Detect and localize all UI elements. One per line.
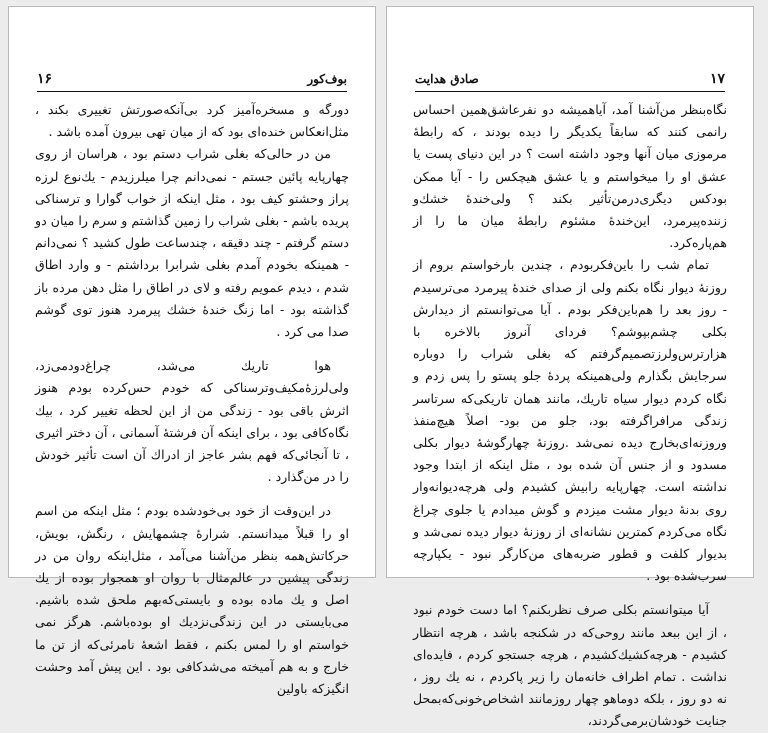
page-number: ۱۷ [709, 71, 725, 87]
paragraph: هوا تاریك می‌شد، چراغ‌دودمی‌زد، ولی‌لرزهٔ‌مکیف‌وترسناکی که خودم حس‌کرده بودم هنوز اثرش باقی بود - زندگی من از این لحظه تغییر کرد ، بیك نگاه‌کافی بود ، برای اینکه آن فرشتهٔ آسمانی ، آن دختر اثیری ، تا آنجائی‌که فهم بشر عاجز از ادراك آن است تأثیر خودش را در من‌گذارد . [35, 358, 349, 485]
paragraph: تمام شب را باین‌فکربودم ، چندین بارخواستم بروم از روزنهٔ دیوار نگاه بکنم ولی از صدای خندهٔ پیرمرد می‌ترسیدم - روز بعد را هم‌باین‌فکر بودم . آیا می‌توانستم از دیدارش بکلی چشم‌بپوشم؟ فردای آنروز بالاخره با هزارترس‌ولرزتصمیم‌گرفتم که بغلی شراب را دوباره سرجایش بگذارم ولی‌همینکه پردهٔ جلو پستو را پس زدم و نگاه کردم دیوار سیاه تاریك، مانند همان تاریکی‌که سرتاسر زندگی مرافراگرفته بود، جلو من بود- اصلاً هیچ‌منفذ وروزنه‌ای‌بخارج دیده نمی‌شد .روزنهٔ چهارگوشهٔ دیوار بکلی مسدود و از جنس آن شده بود ، مثل اینکه از ابتدا وجود نداشته است. چهارپایه رابیش کشیدم ولی هرچه‌دیوانه‌وار روی بدنهٔ دیوار مشت میزدم و گوش میدادم یا جلوی چراغ نگاه می‌کردم کمترین نشانه‌ای از روزنهٔ دیوار دیده نمی‌شد و بدیوار کلفت و قطور ضربه‌های من‌کارگر نبود - یکپارچه سرب‌شده بود . [413, 257, 727, 584]
paragraph: من در حالی‌که بغلی شراب دستم بود ، هراسان از روی چهار‌پایه پائین جستم - نمی‌دانم چرا میلرزیدم - یك‌نوع لرزه پراز وحشتو کیف بود ، مثل اینکه از خواب گوارا و ترسناکی پریده باشم - بغلی شراب را زمین گذاشتم و سرم را میان دو دستم گرفتم - چند دقیقه ، چندساعت طول کشید ؟ نمی‌دانم - همینکه بخودم آمدم بغلی شرابرا برداشتم - و وارد اطاق شدم ، دیدم عمویم رفته و لای در اطاق را مثل دهن مرده باز گذاشته بود - اما زنگ خندهٔ خشك پیرمرد هنوز توی گوشم صدا می کرد . [35, 146, 349, 340]
page-text [413, 99, 727, 733]
paragraph: دورگه و مسخره‌آمیز کرد بی‌آنکه‌صورتش تغییری بکند ، مثل‌انعکاس خنده‌ای بود که از میان تهی بیرون آمده باشد . [35, 102, 349, 140]
left-page [8, 6, 376, 697]
paragraph: آیا میتوانستم بکلی صرف نظربکنم؟ اما دست خودم نبود ، از این ببعد مانند روحی‌که در شکنجه باشد ، هرچه انتظار کشیدم - هرچه‌کشیك‌کشیدم ، هرچه جستجو کردم ، فایده‌ای نداشت . تمام اطراف خانه‌مان را زیر پاکردم ، نه یك روز ، نه دو روز ، بلکه دوماهو چهار روزمانند اشخاص‌خونی‌که‌بمحل جنایت خودشان‌برمی‌گردند، [413, 602, 727, 729]
paragraph: در این‌وقت از خود بی‌خودشده بودم ؛ مثل اینکه من اسم او را قبلاً میدانستم. شرارهٔ چشمهایش ، رنگش، بویش، حرکاتش‌همه بنظر من‌آشنا می‌آمد ، مثل‌اینکه روان من در زندگی پیشین در عالم‌مثال با روان او همجوار بوده از یك اصل و یك ماده بوده و بایستی‌که‌بهم ملحق شده باشیم. می‌بایستی در این زندگی‌نزدیك او بوده‌باشم. هرگز نمی خواستم او را لمس بکنم ، فقط اشعهٔ نامرئی‌که از تن ما خارج و به هم آمیخته می‌شدکافی بود . این پیش آمد وحشت انگیز‌که باولین [35, 503, 349, 697]
right-page [386, 6, 754, 729]
running-title: صادق هدایت [415, 72, 479, 86]
page-header [37, 71, 347, 92]
page-text [35, 99, 349, 700]
page-number: ۱۶ [37, 71, 53, 87]
paragraph: نگاه‌بنظر من‌آشنا آمد، آیاهمیشه دو نفرعاشق‌همین احساس رانمی کنند که سابقاً یکدیگر را دیده بودند ، که رابطهٔ مرموزی میان آنها وجود داشته است ؟ در این دنیای پست یا عشق او را میخواستم و یا عشق هیچکس را - آیا ممکن بودکس دیگری‌درمن‌تأثیر بکند ؟ ولی‌خندهٔ خشك‌و زننده‌پیرمرد، این‌خندهٔ مشئوم رابطهٔ میان ما را از هم‌پاره‌کرد. [413, 102, 727, 251]
page-header [415, 71, 725, 92]
running-title: بوف‌کور [307, 72, 347, 86]
